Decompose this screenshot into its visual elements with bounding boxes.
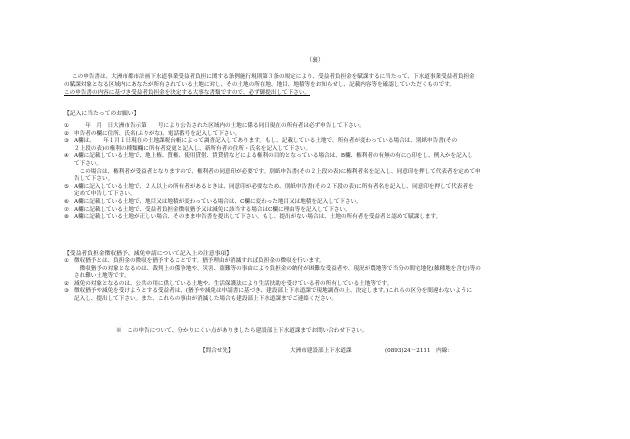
note-number: ⑦: [64, 206, 70, 213]
notes-section: [64, 110, 584, 222]
postscript-row: [64, 296, 584, 304]
note-text: 告して下さい。: [74, 176, 114, 183]
notes-list: [64, 123, 584, 222]
notes-heading: 【記入に当たってのお願い】: [64, 111, 140, 117]
note-text: 年 月 日大洲市告示第 号により公告された区域内の土地に係る同日現在の所有者は必ず申告して下さい。: [74, 123, 365, 129]
note-number: ④: [64, 153, 70, 160]
note-row: [64, 153, 584, 161]
note-number: ②: [64, 130, 70, 137]
postscript-number: ②: [64, 280, 70, 287]
postscript-list: [64, 258, 584, 304]
postscript-row: [64, 258, 584, 266]
postscript-text: 徴収猶予や減免を受けようとする受益者は、(猶予や減免は申請書に基づき、建設部上下水道課で現地調査の上、決定します。)これらの区分を間違わないように: [74, 288, 473, 295]
note-text: 定めて申告して下さい。: [74, 191, 136, 198]
contact-phone: (0893)24－2111 内線：: [385, 348, 453, 354]
postscript-row: [64, 266, 584, 274]
note-row: [64, 161, 584, 169]
note-number: ③: [64, 138, 70, 145]
note-text: この場合は、権利者が受益者となりますので、権利者の同意印が必要です。別紙申告書(その２上段の表)に権利者名を記入し、同意印を押して代表者を定めて申: [74, 168, 481, 175]
note-row: [64, 184, 584, 192]
note-text: A欄は、 年１月１日現在の土地課税台帳によって調査記入してあります。もし、記載している土地で、所有者が変わっている場合は、別紙申告書(その: [74, 138, 458, 145]
note-row: [64, 191, 584, 199]
postscript-number: ①: [64, 258, 70, 264]
postscript-text: 記入し、提出して下さい。また、これらの事由が消滅した場合も建設部上下水道課までご連絡ください。: [74, 295, 337, 302]
intro-line-1: この申告書は、大洲市都市計画下水道事業受益者負担に関する条例施行規則第３条の規定により、受益者負担金を賦課するに当たって、下水道事業受益者負担金: [72, 74, 475, 80]
note-text: ２上段の表)の権利の種類欄に所有者変更と記入し、新所有者の住所・氏名を記入して下さい。: [74, 145, 312, 152]
note-number: ⑥: [64, 198, 70, 205]
postscript-text: 減免の対象となるのは、公共の用に供している土地や、生活保護法により生活扶助を受けている者の所有している土地等です。: [74, 280, 393, 287]
footnote: ※ この申告について、分かりにくい点がありましたら建設部上下水道課までお問い合わせ下さい。: [116, 328, 368, 334]
postscript-row: [64, 288, 584, 296]
note-text: A欄に記載している土地で、受益者負担金徴収猶予又は減免に該当する場合はC欄に理由等を記入して下さい。: [74, 206, 351, 213]
note-row: [64, 207, 584, 215]
note-text: A欄に記入している土地で、２人以上の所有者があるときは、同意印が必要なため、別紙申告書(その２下段の表)に所有者名を記入し、同意印を押して代表者を: [74, 183, 474, 190]
note-row: [64, 199, 584, 207]
postscript-row: [64, 273, 584, 281]
note-number: ⑤: [64, 183, 70, 190]
intro-line-2: の賦課対象となる区域内にあなたが所有されている土地に対し、その土地の所在地、地目、地積等をお知らせし、記載内容等を確認していただくものです。: [64, 82, 455, 88]
note-row: [64, 176, 584, 184]
note-row: [64, 214, 584, 222]
contact-label: 【問合せ先】: [200, 348, 234, 354]
page-title: （裏）: [305, 57, 324, 64]
note-text: A欄に記載している土地で、地上権、質権、使用貸借、賃貸借などによる権利の目的となっている場合は、B欄、権利者の有無の有に○印をし、例入かを記入し: [74, 153, 473, 160]
postscript-section: [64, 250, 584, 304]
postscript-number: ③: [64, 288, 70, 295]
intro-line-3: この申告書の内容に基づき受益者負担金を決定する大事な書類ですので、必ず御提出して下さい。: [64, 90, 311, 96]
postscript-text: 徴収猶予とは、負担金の徴収を猶予することです。猶予理由が消滅すれば負担金の徴収を行います。: [74, 258, 325, 264]
note-row: [64, 123, 584, 131]
contact-office: 大洲市建設部上下水道課: [290, 348, 352, 354]
note-row: [64, 138, 584, 146]
note-text: A欄に記載している土地で、地目又は地積が変わっている場合は、C欄に変わった地目又は地積を記入して下さい。: [74, 198, 362, 205]
postscript-text: 徴収猶予の対象となるのは、裁判上の係争地や、災害、盗難等の事由により負担金の納付が困難な受益者や、現況が農地等で当分の間宅地化(雑種地を含む)等の: [74, 265, 481, 272]
note-text: 申告者の欄に住所、氏名(ふりがな)、電話番号を記入して下さい。: [74, 130, 241, 137]
postscript-heading: 【受益者負担金徴収猶予、減免申請について記入上の注意事項】: [64, 251, 232, 257]
note-number: ⑧: [64, 214, 70, 221]
note-text: A欄に記載している土地が正しい場合、そのまま申告書を提出して下さい。もし、提出がない場合は、土地の所有者を受益者と認めて賦課します。: [74, 214, 442, 221]
postscript-text: され難い土地等です。: [74, 273, 130, 280]
note-number: ①: [64, 123, 70, 129]
note-row: [64, 169, 584, 177]
note-text: て下さい。: [74, 160, 102, 167]
